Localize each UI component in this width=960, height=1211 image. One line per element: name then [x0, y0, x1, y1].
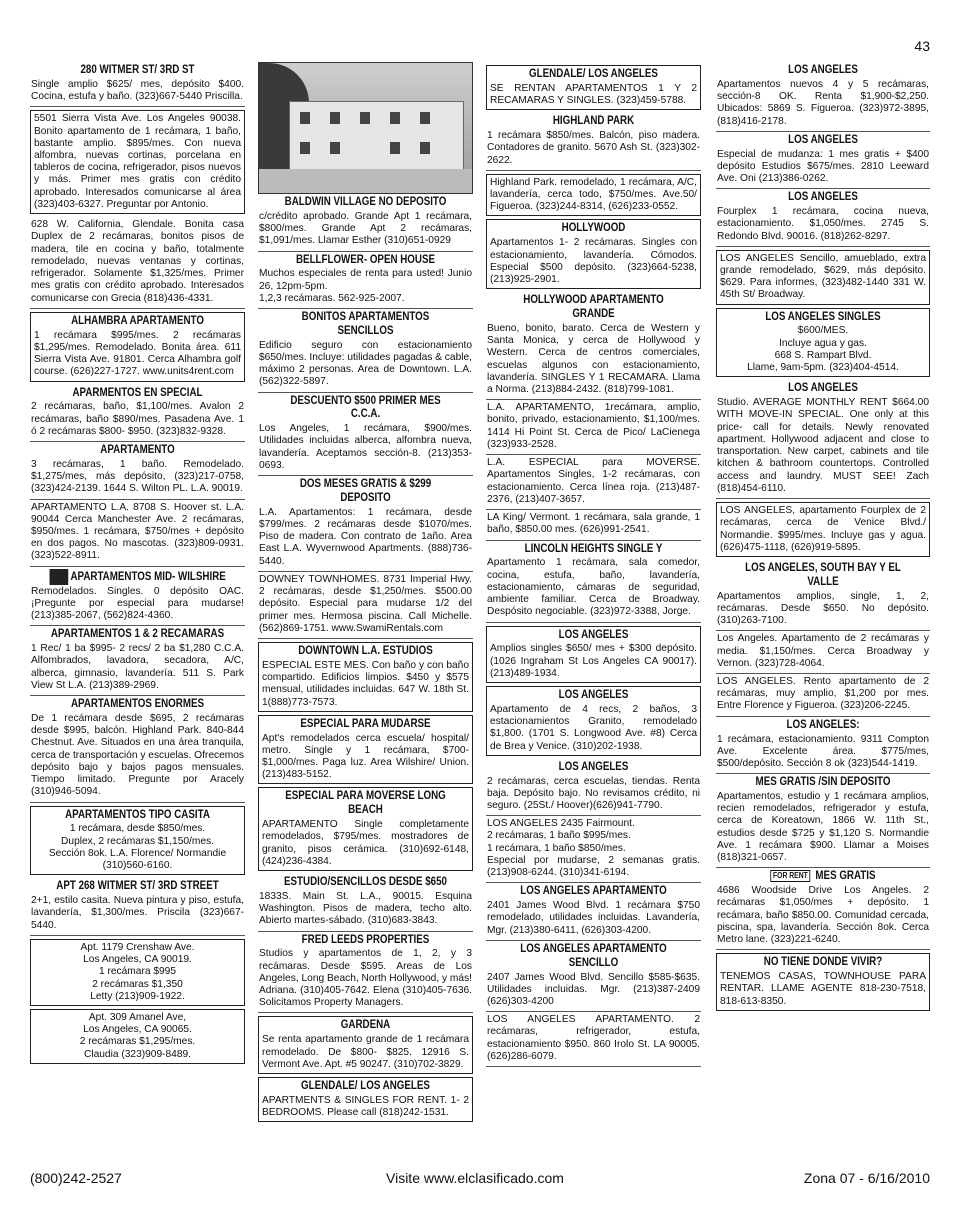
- ad-body: Studio. AVERAGE MONTHLY RENT $664.00 WITH MOVE-IN SPECIAL. One only at this price- call for details. Newly renovated apartment. Hollywood adjacent and close to transportation. New carpet, cabinets and tile kitchen & bathroom countertops. Controlled access and laundry. MUST SEE! Zach (818)454-6110.: [717, 397, 929, 494]
- ad-title: [733, 562, 913, 590]
- classified-ad: [486, 883, 701, 941]
- ad-body: 1 recámara, desde $850/mes. Duplex, 2 recámaras $1,150/mes. Sección 8ok. L.A. Florence/ Normandie (310)560-6160.: [48, 823, 227, 872]
- ad-body: Apartamento de 4 recs, 2 baños, 3 estacionamientos Granito, remodelado $1,800. (1701 S. Longwood Ave. #8) Cerca de Brea y Venice. (310)202-1938.: [490, 703, 697, 752]
- ad-title-text: LOS ANGELES: [788, 64, 858, 76]
- classified-ad: [258, 252, 473, 310]
- ad-body: Especial de mudanza: 1 mes gratis + $400 depósito Estudios $675/mes. 2810 Leeward Ave. Oni (213)386-0262.: [717, 148, 929, 184]
- classified-ad: [258, 874, 473, 932]
- ad-body: 628 W. California, Glendale. Bonita casa Duplex de 2 recámaras, bonitos pisos de madera, tile en cocina y baño, totalmente remodelado, nuevas ventanas y cortinas, refrigerador. Solamente $1,325/mes. Primer mes gratis con crédito aprobado. Interesados comunicarse con Grecia (818)436-4331.: [31, 219, 244, 304]
- ad-body: LOS ANGELES. Rento apartamento de 2 recámaras, muy amplio, $1,200 por mes. Entre Florence y Figueroa. (323)206-2245.: [717, 676, 929, 712]
- classified-ad: [30, 217, 245, 309]
- ad-body: Muchos especiales de renta para usted! Junio 26, 12pm-5pm. 1,2,3 recámaras. 562-925-2007.: [259, 268, 472, 304]
- ad-title-text: LOS ANGELES: [788, 382, 858, 395]
- classified-ad: [258, 1077, 473, 1122]
- ad-body: De 1 recámara desde $695, 2 recámaras desde $995, balcón. Highland Park. 840-844 Chestnut. Ave. Situados en una área tranquila, cerca de transportación y escuelas. Ofrecemos depósito bajo y bajos pagos mensuales. Tiempo limitado. Pregunte por Aracely (310)946-5094.: [31, 712, 244, 798]
- ad-title-text: APARTAMENTO: [100, 444, 175, 457]
- ad-title: [50, 809, 226, 823]
- ad-title: [506, 629, 682, 643]
- classified-ad: [486, 292, 701, 400]
- ad-title: [47, 880, 228, 894]
- classified-ad: [30, 110, 245, 214]
- ad-title: [278, 1080, 454, 1094]
- classified-ad: [716, 560, 930, 631]
- ad-title: [735, 311, 910, 325]
- classified-ad: [30, 62, 245, 107]
- ad-title: [47, 698, 228, 712]
- ad-body: Remodelados. Singles. 0 depósito OAC. ¡Pregunte por especial para mudarse! (213)385-2067, (562)824-4360.: [31, 585, 244, 622]
- ad-body: 1 recámara $850/mes. Balcón, piso madera. Contadores de granito. 5670 Ash St. (323)302-2622.: [487, 130, 700, 166]
- classified-ad: [258, 715, 473, 785]
- ad-title: [506, 689, 682, 703]
- classified-ad: [716, 132, 930, 190]
- ad-title: [275, 311, 456, 339]
- ad-title-text: LOS ANGELES, SOUTH BAY Y EL VALLE: [745, 562, 901, 588]
- ad-title-text: LOS ANGELES: [788, 133, 858, 146]
- classified-ad: [258, 393, 473, 477]
- classified-ad: [486, 65, 701, 110]
- ad-title-text: MES GRATIS /SIN DEPOSITO: [755, 776, 891, 789]
- ad-title: [275, 254, 456, 268]
- classified-ad: [258, 1016, 473, 1074]
- ad-body: 2401 James Wood Blvd. 1 recámara $750 remodelado, utilidades incluidas. Lavandería, Mgr. (213)380-6411, (626)303-4200.: [487, 900, 700, 936]
- classified-ad: [716, 189, 930, 247]
- ad-body: Apt. 309 Amanel Ave, Los Angeles, CA 90065. 2 recámaras $1,295/mes. Claudia (323)909-8489.: [79, 1011, 196, 1060]
- classified-ad: [716, 62, 930, 132]
- ad-title: [47, 64, 228, 78]
- classified-ad: [258, 476, 473, 572]
- ad-body: Apartamentos 1- 2 recámaras. Singles con estacionamiento, lavandería. Cómodos. Especial $500 depósito. (323)664-5238, (213)925-2901.: [490, 237, 697, 285]
- ad-body: 2 recámaras, cerca escuelas, tiendas. Renta baja. Depósito bajo. No revisamos crédito, ni seguro. (25St./ Hoover)(626)941-7790.: [487, 775, 700, 812]
- building-shape: [289, 101, 464, 171]
- classified-ad: [716, 717, 930, 775]
- ad-title-text: HOLLYWOOD: [561, 222, 626, 235]
- ad-title-text: LOS ANGELES: [558, 628, 629, 641]
- ad-title: [503, 761, 684, 775]
- building-photo: [258, 62, 473, 194]
- classified-ad: [716, 308, 930, 378]
- ad-title: [47, 387, 228, 401]
- classified-ad: [30, 878, 245, 936]
- ad-body: LOS ANGELES APARTAMENTO. 2 recámaras, refrigerador, estufa, estacionamiento $950. 860 Irolo St. LA 90005. (626)286-6079.: [487, 1014, 700, 1062]
- ad-title-text: ALHAMBRA APARTAMENTO: [71, 314, 204, 327]
- ad-title-text: LINCOLN HEIGHTS SINGLE Y: [524, 542, 663, 555]
- classified-ad: [486, 816, 701, 883]
- ad-title: [503, 543, 684, 557]
- ad-title-text: DESCUENTO $500 PRIMER MES C.C.A.: [290, 394, 441, 421]
- ad-title: [733, 776, 913, 790]
- ad-title-text: ESPECIAL PARA MUDARSE: [300, 717, 431, 730]
- ad-body: 2 recámaras, baño, $1,100/mes. Avalon 2 recámaras, baño $890/mes. Pasadena Ave. 1 ó 2 recámaras $800- $950. (323)832-9328.: [31, 401, 244, 437]
- ad-title-text: LOS ANGELES: [558, 689, 629, 702]
- classified-ad: [258, 572, 473, 639]
- ad-title: [733, 870, 913, 884]
- classified-ad: [716, 250, 930, 305]
- ad-body: Los Angeles. Apartamento de 2 recámaras y media. $1,150/mes. Cerca Broadway y Vernon. (323)728-4064.: [717, 633, 929, 669]
- ad-body: 1 recámara $995/mes. 2 recámaras $1,295/mes. Remodelado. Bonita área. 611 Sierra Vista Ave. 91801. Cerca Alhambra golf course. (626)227-1727. www.units4rent.com: [34, 329, 241, 378]
- classified-ad: [30, 806, 245, 876]
- building-icon: [49, 569, 68, 585]
- ad-title-text: APARTAMENTOS MID- WILSHIRE: [70, 570, 226, 583]
- classified-ad: [716, 502, 930, 557]
- classified-ad: [716, 674, 930, 717]
- ad-body: Se renta apartamento grande de 1 recámara remodelado. De $800- $825. 12916 S. Vermont Ave. Apt. #5 90247. (310)702-3829.: [262, 1034, 469, 1070]
- ad-body: Amplios singles $650/ mes + $300 depósito. (1026 Ingraham St Los Angeles CA 90017). (213)489-1934.: [490, 643, 697, 679]
- ad-title-text: DOWNTOWN L.A. ESTUDIOS: [298, 645, 433, 657]
- ground-shape: [259, 169, 472, 193]
- classified-ad: [258, 309, 473, 393]
- ad-title: [47, 628, 228, 642]
- ad-body: $600/MES. Incluye agua y gas. 668 S. Rampart Blvd. Llame, 9am-5pm. (323)404-4514.: [747, 325, 899, 374]
- classified-ad: [486, 113, 701, 171]
- ad-title: [503, 943, 684, 971]
- ad-body: 1833S. Main St. L.A., 90015. Esquina Washington. Pisos de madera, techo alto. Abierto martes-sábado. (310)683-3843.: [259, 890, 472, 927]
- ad-title: [733, 382, 913, 396]
- ad-title-text: HIGHLAND PARK: [552, 115, 635, 128]
- classified-ad: [486, 174, 701, 217]
- ad-body: APARTAMENTO L.A. 8708 S. Hoover st. L.A. 90044 Cerca Manchester Ave. 2 recámaras, $950/mes. 1 recámara, $750/mes + depósito en dos pagos. No mascotas. (323)809-0931. (323)522-8911.: [31, 501, 244, 562]
- ad-title-text: GLENDALE/ LOS ANGELES: [529, 68, 658, 80]
- classified-ad: [30, 696, 245, 802]
- ad-title: [735, 956, 910, 970]
- classified-ad: [486, 626, 701, 684]
- ad-title: [503, 115, 684, 129]
- ad-body: 2407 James Wood Blvd. Sencillo $585-$635. Utilidades incluidas. Mgr. (213)387-2409 (626)303-4200: [487, 971, 700, 1007]
- classified-ad: [30, 939, 245, 1006]
- ad-title-text: MES GRATIS: [815, 870, 876, 883]
- ad-title-text: LOS ANGELES: [788, 191, 858, 204]
- ad-title: [278, 1019, 454, 1033]
- ad-body: TENEMOS CASAS, TOWNHOUSE PARA RENTAR. LLAME AGENTE 818-230-7518, 818-613-8350.: [720, 971, 926, 1007]
- ad-title: [733, 191, 913, 205]
- ad-body: ESPECIAL ESTE MES. Con baño y con baño compartido. Edificios limpios. $450 y $575 mensual, utilidades incluidas. 647 W. 18th St. 1(888)773-7573.: [262, 659, 469, 708]
- classified-ad: [486, 759, 701, 817]
- page-number: 43: [914, 38, 930, 54]
- classified-ad: [716, 868, 930, 950]
- ad-body: LOS ANGELES, apartamento Fourplex de 2 recámaras, cerca de Venice Blvd./ Normandie. $995/mes. Incluye gas y agua. (626)475-1118, (626)919-5895.: [720, 505, 926, 553]
- ad-body: L.A. ESPECIAL para MOVERSE. Apartamentos Singles, 1-2 recámaras, con estacionamiento. Cerca línea roja. (213)487-2376, (213)407-3657.: [487, 457, 700, 505]
- classified-ad: [716, 380, 930, 499]
- ad-title-text: LOS ANGELES APARTAMENTO: [520, 885, 667, 898]
- classified-ad: [486, 219, 701, 289]
- ad-title: [47, 569, 228, 585]
- ad-title: [278, 645, 454, 659]
- ad-title-text: GARDENA: [340, 1019, 391, 1032]
- ad-body: 5501 Sierra Vista Ave. Los Angeles 90038. Bonito apartamento de 1 recámara, 1 baño, bastante amplio. $895/mes. Con nueva alfombra, nuevas cortinas, porcelana en tableros de cocina, refrigerador, pisos nuevos y más. Primer mes gratis con crédito aprobado. Interesados comunicarse al área (323)403-6327. Preguntar por Antonio.: [34, 113, 241, 210]
- footer-phone: (800)242-2527: [30, 1170, 122, 1186]
- ad-title-text: ESPECIAL PARA MOVERSE LONG BEACH: [285, 790, 446, 817]
- ad-body: SE RENTAN APARTAMENTOS 1 Y 2 RECAMARAS Y SINGLES. (323)459-5788.: [490, 82, 697, 107]
- ad-body: 1 Rec/ 1 ba $995- 2 recs/ 2 ba $1,280 C.C.A. Alfombrados, lavadora, secadora, A/C, alberca, gimnasio, lavandería. 511 S. Park View St L.A. (213)389-2969.: [31, 643, 244, 691]
- ad-title: [50, 315, 226, 329]
- column-4: [716, 62, 930, 1014]
- classified-ad: [258, 932, 473, 1014]
- ad-title-text: APT 268 WITMER ST/ 3RD STREET: [56, 880, 219, 893]
- ad-title: [733, 64, 913, 78]
- ad-body: L.A. Apartamentos: 1 recámara, desde $799/mes. 2 recámaras desde $1070/mes. Piso de madera. Con contrato de 1año. Area East L.A. Wyvernwood Apartments. (888)736-5440.: [259, 506, 472, 567]
- for-rent-icon: FOR RENT: [770, 870, 810, 882]
- ad-title: [278, 718, 454, 732]
- ad-body: Apt. 1179 Crenshaw Ave. Los Angeles, CA 90019. 1 recámara $995 2 recámaras $1,350 Letty (213)909-1922.: [80, 941, 195, 1002]
- ad-title-text: FRED LEEDS PROPERTIES: [301, 933, 430, 946]
- classified-ad: [30, 626, 245, 696]
- classified-ad: [716, 953, 930, 1011]
- classified-ad: [30, 312, 245, 382]
- ad-body: Edificio seguro con estacionamiento $650/mes. Incluye: utilidades pagadas & cable, máximo 2 personas. Area de Downtown. L.A. (562)322-5897.: [259, 339, 472, 388]
- ad-body: Studios y apartamentos de 1, 2, y 3 recámaras. Desde $595. Areas de Los Angeles, Long Beach, North Hollywood, y más! Adriana. (310)405-7642. Elena (310)405-7636. Solicitamos Property Managers.: [259, 948, 472, 1009]
- classified-ad: [716, 631, 930, 674]
- ad-title-text: APARTAMENTOS TIPO CASITA: [65, 808, 210, 821]
- ad-title-text: 280 WITMER ST/ 3RD ST: [80, 64, 195, 76]
- ad-body: Apt's remodelados cerca escuela/ hospital/ metro. Single y 1 recámara, $700- $1,000/mes. Paga luz. Area Wilshire/ Union. (213)483-5152.: [262, 732, 469, 781]
- classified-ad: [486, 510, 701, 540]
- ad-body: 3 recámaras, 1 baño. Remodelado. $1,275/mes, más depósito, (323)217-0758, (323)424-2139. 1644 S. Wilton PL. L.A. 90019.: [31, 458, 244, 495]
- ad-body: 2+1, estilo casita. Nueva pintura y piso, estufa, lavandería, $1,300/mes. Priscila (323)667-5440.: [31, 895, 244, 931]
- classified-ad: [30, 1009, 245, 1064]
- ad-title: [275, 196, 456, 210]
- ad-title: [275, 478, 456, 506]
- classified-ad: [486, 686, 701, 756]
- classified-ad: [30, 385, 245, 443]
- ad-body: Apartamentos amplios, single, 1, 2, recámaras. Desde $650. No depósito. (310)263-7100.: [717, 590, 929, 627]
- ad-body: APARTMENTS & SINGLES FOR RENT. 1- 2 BEDROOMS. Please call (818)242-1531.: [262, 1094, 469, 1118]
- ad-title-text: APARTAMENTOS 1 & 2 RECAMARAS: [50, 628, 225, 641]
- ad-title: [275, 395, 456, 423]
- ad-body: DOWNEY TOWNHOMES. 8731 Imperial Hwy. 2 recámaras, desde $1,250/mes. $500.00 depósito. Especial para mudarse 1/2 del primer mes. Hermosa piscina. Call Michelle. (562)869-1751. www.SwamiRentals.com: [259, 573, 472, 634]
- ad-title: [47, 444, 228, 458]
- classified-ad: [258, 194, 473, 252]
- classified-ad: [486, 400, 701, 455]
- ad-body: APARTAMENTO Single completamente remodelados, $795/mes. mostradores de granito, pisos cerámica. (310)692-6148, (424)236-4384.: [262, 819, 469, 867]
- ad-title-text: ESTUDIO/SENCILLOS DESDE $650: [284, 876, 447, 888]
- ad-title-text: HOLLYWOOD APARTAMENTO GRANDE: [523, 294, 664, 320]
- ad-title: [503, 885, 684, 899]
- ad-title-text: LOS ANGELES SINGLES: [765, 310, 881, 323]
- ad-body: Bueno, bonito, barato. Cerca de Western y Santa Monica, y cerca de Hollywood y Western. Cerca de centros comerciales, escuelas algunos con estacionamiento, lavandería. SINGLES Y 1 RECAMARA. Llama a Norma. (213)884-2432. (818)799-1081.: [487, 322, 700, 395]
- ad-title-text: LOS ANGELES APARTAMENTO SENCILLO: [520, 942, 667, 969]
- footer-zone: Zona 07 - 6/16/2010: [803, 1170, 930, 1186]
- ad-body: Highland Park. remodelado, 1 recámara, A/C, lavandería, cerca todo, $750/mes. Ave.50/ Figueroa. (323)244-8314, (626)233-0552.: [490, 176, 697, 213]
- ad-title: [503, 294, 684, 322]
- classified-ad: [486, 455, 701, 510]
- ad-title: [733, 719, 913, 733]
- classified-ad: [716, 774, 930, 868]
- ad-title-text: LOS ANGELES: [558, 760, 629, 773]
- classified-ad: [30, 500, 245, 567]
- ad-body: 4686 Woodside Drive Los Angeles. 2 recámaras $1,050/mes + depósito. 1 recámara, baño $850.00. Comunidad cercada, piscina, spa, lavandería. Sección 8ok. Cerca Metro lane. (323)221-6240.: [717, 885, 929, 946]
- classified-ad: [486, 541, 701, 623]
- ad-body: LOS ANGELES 2435 Fairmount. 2 recámaras, 1 baño $995/mes. 1 recámara, 1 baño $850/mes. Especial por mudarse, 2 semanas gratis. (213)908-6244. (310)341-6194.: [487, 818, 700, 879]
- ad-title-text: APARTAMENTOS ENORMES: [70, 698, 205, 711]
- ad-title-text: GLENDALE/ LOS ANGELES: [301, 1079, 430, 1092]
- ad-title: [506, 68, 682, 82]
- ad-title: [733, 134, 913, 148]
- ad-title-text: NO TIENE DONDE VIVIR?: [763, 956, 883, 969]
- ad-body: c/crédito aprobado. Grande Apt 1 recámara, $800/mes. Grande Apt 2 recámaras, $1,091/mes. Llamar Esther (310)651-0929: [259, 210, 472, 247]
- column-2: [258, 62, 473, 1125]
- ad-body: 1 recámara, estacionamiento. 9311 Compton Ave. Excelente área. $775/mes, $500/depósito. Sección 8 ok (323)544-1419.: [717, 733, 929, 769]
- ad-body: Apartamento 1 recámara, sala comedor, cocina, estufa, baño, lavandería, estacionamiento, cámaras de seguridad, ambiente familiar. Cerca de Broadway. Despósito negociable. (323)972-3388, Jorge.: [487, 557, 700, 618]
- ad-body: Apartamentos nuevos 4 y 5 recámaras, sección-8 OK. Renta $1,900-$2,250. Ubicados: 5869 S. Figueroa. (323)972-3895, (818)416-2178.: [717, 78, 929, 127]
- classified-ad: [30, 442, 245, 500]
- column-1: [30, 62, 245, 1067]
- classified-ad: [30, 567, 245, 627]
- ad-body: L.A. APARTAMENTO, 1recámara, amplio, bonito, privado, estacionamiento, $1,100/mes. 1414 Hi Point St. Cerca de Pico/ LaCienega (323)933-2528.: [487, 402, 700, 450]
- ad-body: Los Angeles, 1 recámara, $900/mes. Utilidades incluidas alberca, alfombra nueva, lavandería. Aceptamos sección-8. (213)353-0693.: [259, 423, 472, 471]
- ad-title-text: APARMENTOS EN SPECIAL: [72, 386, 203, 399]
- ad-title-text: BONITOS APARTAMENTOS SENCILLOS: [301, 311, 430, 337]
- ad-body: Single amplio $625/ mes, depósito $400. Cocina, estufa y baño. (323)667-5440 Priscilla.: [31, 78, 244, 103]
- ad-title-text: LOS ANGELES:: [786, 718, 860, 731]
- classified-ad: [486, 1012, 701, 1067]
- ad-body: LOS ANGELES Sencillo, amueblado, extra grande remodelado, $629, más depósito. $629. Para informes, (323)482-1440 331 W. 45th St/ Broadway.: [720, 252, 926, 301]
- classified-ad: [258, 787, 473, 871]
- ad-title: [506, 222, 682, 236]
- footer-site: Visite www.elclasificado.com: [386, 1170, 564, 1186]
- ad-body: Fourplex 1 recámara, cocina nueva, estacionamiento. $1,050/mes. 2745 S. Redondo Blvd. 90016. (818)262-8297.: [717, 206, 929, 242]
- classified-ad: [486, 941, 701, 1012]
- ad-title: [275, 934, 456, 948]
- ad-title-text: BELLFLOWER- OPEN HOUSE: [295, 253, 436, 266]
- ad-title-text: DOS MESES GRATIS & $299 DEPOSITO: [299, 478, 432, 504]
- ad-title: [275, 876, 456, 890]
- ad-title-text: BALDWIN VILLAGE NO DEPOSITO: [284, 196, 447, 208]
- ad-body: LA King/ Vermont. 1 recámara, sala grande, 1 baño, $850.00 mes. (626)991-2541.: [487, 512, 700, 536]
- classified-ad: [258, 642, 473, 712]
- ad-body: Apartamentos, estudio y 1 recámara amplios, recien remodelados, refrigerador y estufa, cerca de Koreatown, 1866 W. 11th St., estudios desde $725 y $1,120 S. Normandie Ave. 1 recámara $900. Llamar a Moises (818)321-0657.: [717, 791, 929, 864]
- ad-title: [278, 790, 454, 818]
- column-3: [486, 62, 701, 1067]
